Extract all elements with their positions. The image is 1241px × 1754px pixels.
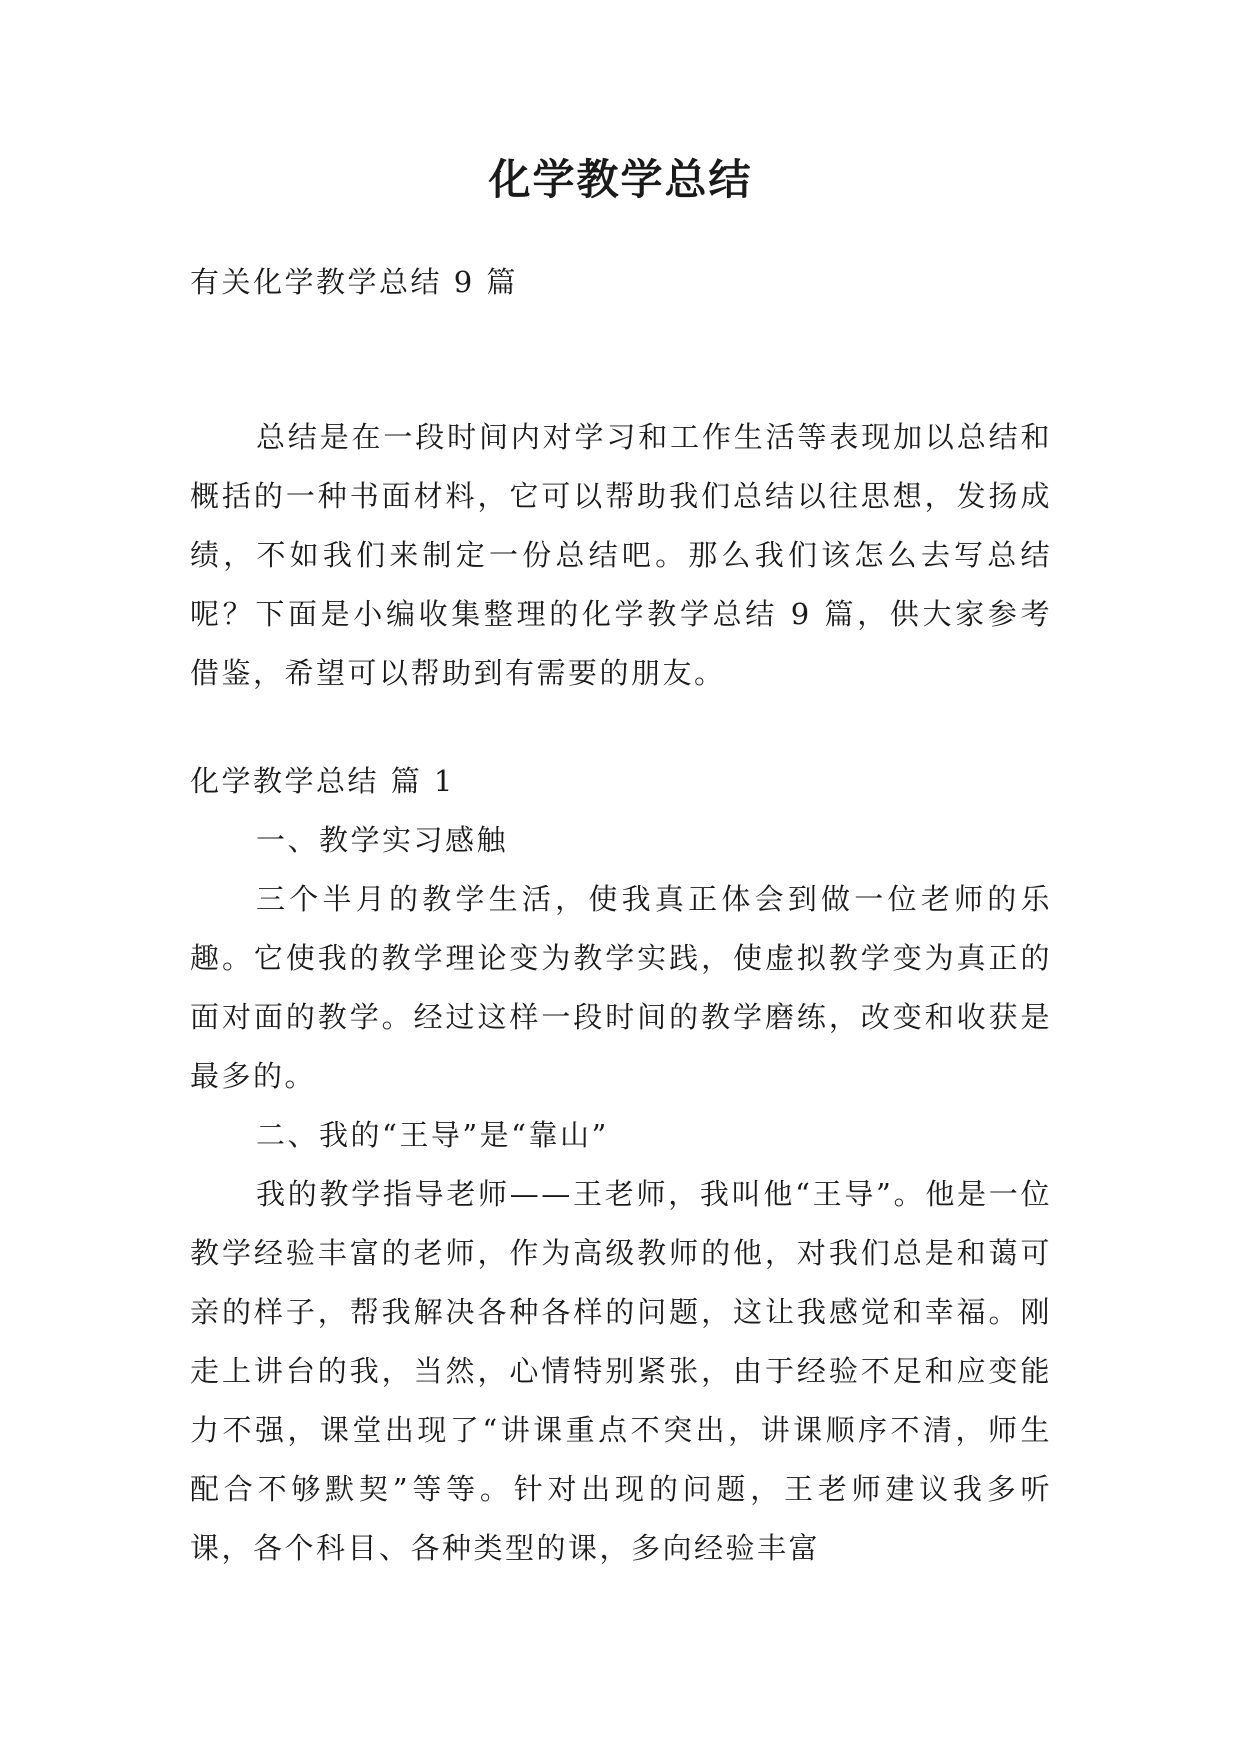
document-subtitle: 有关化学教学总结 9 篇	[190, 265, 518, 299]
section-heading: 一、教学实习感触	[256, 823, 509, 857]
intro-paragraph: 总结是在一段时间内对学习和工作生活等表现加以总结和概括的一种书面材料，它可以帮助我们总结以往思想，发扬成绩，不如我们来制定一份总结吧。那么我们该怎么去写总结呢？下面是小编收集整理的化学教学总结 9 篇，供大家参考借鉴，希望可以帮助到有需要的朋友。	[190, 420, 1052, 690]
section-paragraph: 三个半月的教学生活，使我真正体会到做一位老师的乐趣。它使我的教学理论变为教学实践，使虚拟教学变为真正的面对面的教学。经过这样一段时间的教学磨练，改变和收获是最多的。	[190, 882, 1052, 1093]
document-title: 化学教学总结	[488, 155, 753, 204]
section-heading: 二、我的“王导”是“靠山”	[256, 1118, 609, 1152]
article-1	[190, 752, 1052, 1578]
section-paragraph: 我的教学指导老师——王老师，我叫他“王导”。他是一位教学经验丰富的老师，作为高级教师的他，对我们总是和蔼可亲的样子，帮我解决各种各样的问题，这让我感觉和幸福。刚走上讲台的我，当然，心情特别紧张，由于经验不足和应变能力不强，课堂出现了“讲课重点不突出，讲课顺序不清，师生配合不够默契”等等。针对出现的问题，王老师建议我多听课，各个科目、各种类型的课，多向经验丰富	[190, 1177, 1052, 1565]
article-heading: 化学教学总结 篇 1	[190, 764, 455, 798]
